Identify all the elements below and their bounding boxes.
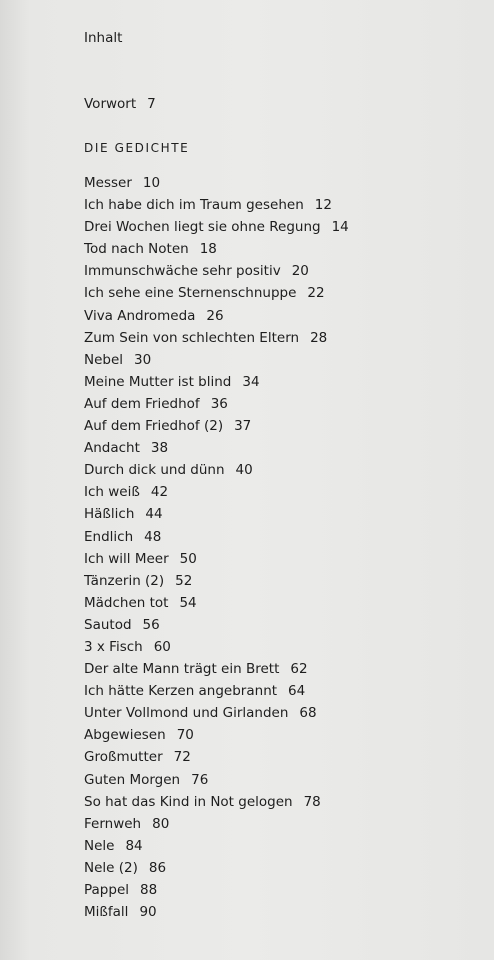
toc-entry [84,658,349,680]
toc-entry [84,636,349,658]
toc-entry-title: Immunschwäche sehr positiv [84,263,281,280]
toc-entry-title: Ich weiß [84,484,140,501]
toc-entry-page: 78 [303,793,321,810]
toc-entry-page: 68 [299,705,317,722]
toc-entry-page: 70 [176,727,194,744]
toc-entry-title: Endlich [84,528,134,545]
toc-entry-page: 37 [234,418,252,435]
toc-entry-page: 7 [147,96,156,112]
toc-entry [84,194,349,216]
toc-entry [84,614,349,636]
toc-entry [84,393,349,415]
toc-entry-page: 20 [291,263,309,280]
toc-entry-page: 48 [144,528,162,545]
toc-entry-page: 44 [145,506,163,523]
toc-entry-page: 34 [242,373,260,390]
toc-entry-title: Nele (2) [84,859,138,876]
toc-entry-title: Pappel [84,882,130,898]
toc-entry-page: 90 [139,904,157,921]
toc-entry [84,702,349,724]
toc-entry [84,260,349,282]
toc-entry-title: Ich hätte Kerzen angebrannt [84,683,278,700]
toc-entry [84,879,349,901]
toc-entry [84,901,349,923]
toc-entry-title: Tänzerin (2) [84,572,165,589]
toc-entry [84,282,349,304]
table-of-contents [84,172,349,923]
toc-entry-page: 88 [140,882,158,898]
section-title: DIE GEDICHTE [84,141,190,155]
toc-entry-title: Sautod [84,616,132,633]
toc-entry-title: Mißfall [84,904,129,921]
toc-entry-page: 84 [125,837,143,854]
toc-entry-title: Ich habe dich im Traum gesehen [84,197,304,214]
toc-entry-page: 62 [290,661,308,678]
toc-entry [84,459,349,481]
toc-entry [84,172,349,194]
toc-entry [84,238,349,260]
toc-entry-title: Großmutter [84,749,163,766]
toc-entry-page: 14 [331,219,349,236]
toc-entry-title: Der alte Mann trägt ein Brett [84,661,280,678]
toc-entry [84,592,349,614]
toc-entry-page: 64 [288,683,306,700]
toc-entry-title: So hat das Kind in Not gelogen [84,793,293,810]
toc-entry [84,570,349,592]
toc-entry-page: 54 [179,594,197,611]
toc-entry [84,746,349,768]
toc-entry [84,835,349,857]
toc-entry-page: 72 [173,749,191,766]
toc-entry-page: 42 [150,484,169,501]
toc-entry-title: Messer [84,175,132,191]
toc-entry-title: Drei Wochen liegt sie ohne Regung [84,219,321,236]
toc-entry-page: 60 [153,638,171,655]
toc-entry-title: Vorwort [84,96,137,112]
toc-entry [84,415,349,437]
toc-entry [84,769,349,791]
toc-entry [84,327,349,349]
toc-entry [84,305,349,327]
toc-entry-title: Zum Sein von schlechten Eltern [84,329,300,346]
toc-entry-title: Nele [84,837,115,854]
toc-entry-title: Ich sehe eine Sternenschnuppe [84,285,297,302]
toc-entry-title: Nebel [84,351,124,368]
toc-entry [84,216,349,238]
toc-entry-title: Viva Andromeda [84,307,196,324]
toc-entry-page: 36 [210,395,228,412]
toc-entry-title: Tod nach Noten [84,241,189,258]
toc-entry-page: 30 [134,351,152,368]
toc-entry-title: Durch dick und dünn [84,462,225,479]
toc-entry [84,548,349,570]
toc-entry [84,526,349,548]
toc-entry [84,857,349,879]
page-title: Inhalt [84,30,123,46]
toc-entry-title: Guten Morgen [84,771,181,788]
toc-entry-page: 38 [150,440,169,457]
toc-entry-title: Meine Mutter ist blind [84,373,232,390]
toc-entry [84,724,349,746]
toc-entry-page: 50 [179,550,197,567]
toc-entry [84,791,349,813]
toc-entry [84,503,349,525]
toc-entry-title: Häßlich [84,506,135,523]
toc-entry-page: 76 [191,771,209,788]
toc-entry [84,680,349,702]
toc-entry-title: Fernweh [84,815,142,832]
toc-entry [84,813,349,835]
toc-entry-title: Auf dem Friedhof [84,395,200,412]
toc-entry-title: Mädchen tot [84,594,169,611]
toc-entry-title: Ich will Meer [84,550,169,567]
toc-entry-title: Auf dem Friedhof (2) [84,418,224,435]
toc-entry [84,481,349,503]
toc-entry [84,349,349,371]
toc-entry-page: 12 [314,197,332,214]
toc-entry-page: 80 [152,815,170,832]
toc-entry-page: 22 [307,285,325,302]
toc-entry-title: 3 x Fisch [84,638,143,655]
toc-entry-page: 18 [199,241,217,258]
toc-entry-title: Unter Vollmond und Girlanden [84,705,289,722]
toc-entry-page: 56 [142,616,160,633]
toc-entry-page: 26 [206,307,224,324]
toc-entry-foreword [84,96,156,112]
toc-entry-page: 40 [235,462,253,479]
toc-entry-title: Abgewiesen [84,727,166,744]
toc-entry-page: 52 [175,572,193,589]
toc-entry-title: Andacht [84,440,140,457]
toc-entry [84,371,349,393]
toc-entry [84,437,349,459]
toc-entry-page: 86 [148,859,167,876]
toc-entry-page: 28 [310,329,328,346]
toc-entry-page: 10 [142,175,161,191]
